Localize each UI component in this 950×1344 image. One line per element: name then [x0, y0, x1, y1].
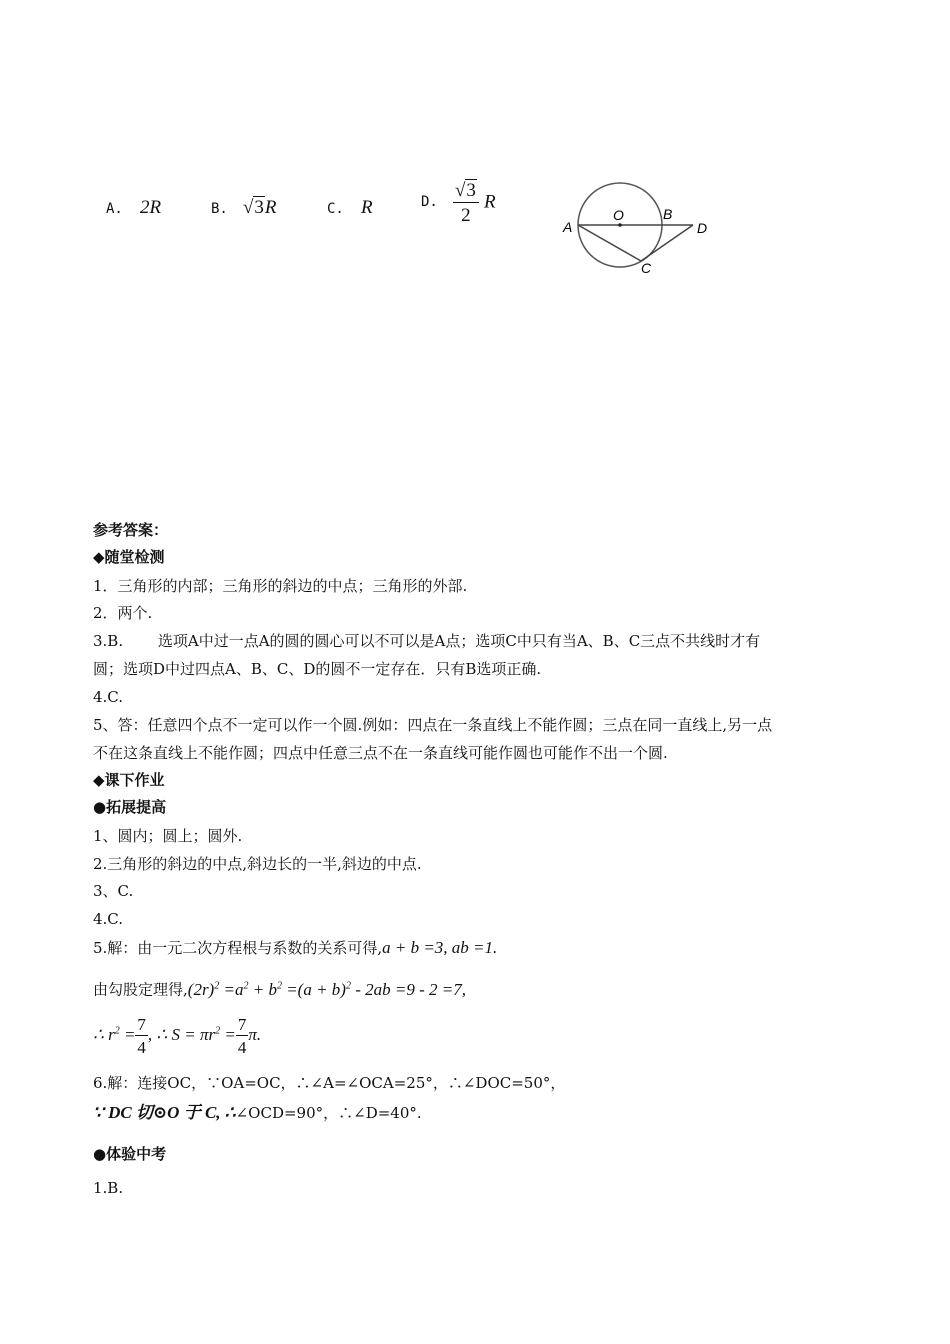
option-a-letter: A. [106, 201, 123, 217]
answer-2-5c-math: ∴ $r^2$ = $\frac{7}{4}$ , ∴ $S = \pi r^2$ = $\frac{7}{4}$ π. [93, 1015, 262, 1057]
answer-2-4: 4.C. [93, 910, 124, 928]
segment-cd [641, 225, 693, 261]
answer-2-1: 1、圆内；圆上；圆外. [93, 827, 243, 845]
label-a: A [563, 219, 573, 235]
option-b-radicand: 3 [254, 197, 264, 218]
answer-2-5a-math: a + b =3, ab =1. [382, 938, 498, 957]
answer-1-5a: 5、答：任意四个点不一定可以作一个圆.例如：四点在一条直线上不能作圆；三点在同一直线上,另一点 [93, 716, 773, 734]
option-d-letter: D. [421, 193, 438, 210]
answer-1-3b: 圆；选项D中过四点A、B、C、D的圆不一定存在．只有B选项正确. [93, 660, 542, 678]
option-d-num: 3 [466, 180, 476, 201]
section-in-class: ◆随堂检测 [93, 548, 165, 566]
circle-figure [555, 172, 725, 282]
answer-1-2: 2．两个. [93, 604, 153, 622]
option-c-value: R [360, 197, 373, 218]
answer-1-3a: 3.B. 选项A中过一点A的圆的圆心可以不可以是A点；选项C中只有当A、B、C三点不共线时才有 [93, 632, 761, 650]
answer-2-5c [93, 1016, 261, 1056]
label-c: C [641, 260, 652, 276]
answer-2-5b [93, 976, 466, 1000]
label-o: O [613, 207, 624, 223]
option-a [106, 197, 161, 219]
section-exam: ●体验中考 [93, 1145, 167, 1163]
option-a-value: 2R [139, 197, 162, 218]
answer-2-5a [93, 938, 497, 958]
answer-2-6b [93, 1103, 422, 1123]
answer-2-5b-math: $(2r)^2 =a^2 + b^2 =(a + b)^2 - 2ab =9 - 2 =7$, [187, 979, 466, 999]
answer-2-6b-text: ∠OCD=90°，∴∠D=40°. [235, 1104, 422, 1122]
label-b: B [663, 206, 673, 222]
answer-2-6b-math: ∵ DC 切⊙O 于 C, ∴ [93, 1103, 236, 1122]
answer-2-5b-text: 由勾股定理得, [93, 980, 188, 999]
option-d [421, 181, 496, 225]
section-extension: ●拓展提高 [93, 798, 167, 816]
answer-2-6a: 6.解：连接OC，∵OA=OC，∴∠A=∠OCA=25°，∴∠DOC=50°， [93, 1074, 566, 1092]
option-c [327, 197, 373, 219]
option-b-letter: B. [211, 201, 228, 217]
section-homework: ◆课下作业 [93, 771, 165, 789]
answers-heading: 参考答案： [93, 521, 169, 539]
answer-2-5a-text: 5.解：由一元二次方程根与系数的关系可得, [93, 939, 383, 957]
center-point [618, 223, 622, 227]
option-b-suffix: R [264, 197, 277, 218]
answer-2-3: 3、C. [93, 882, 134, 900]
option-b [211, 197, 277, 219]
option-b-value: √3R [242, 197, 277, 218]
option-d-suffix: R [483, 191, 496, 213]
answer-3-1: 1.B. [93, 1179, 124, 1197]
answer-1-5b: 不在这条直线上不能作圆；四点中任意三点不在一条直线可能作圆也可能作不出一个圆. [93, 744, 668, 762]
option-c-letter: C. [327, 201, 344, 217]
answer-1-4: 4.C. [93, 688, 124, 706]
answer-1-1: 1．三角形的内部；三角形的斜边的中点；三角形的外部. [93, 577, 468, 595]
label-d: D [697, 220, 708, 236]
segment-ac [578, 225, 641, 261]
answer-2-2: 2.三角形的斜边的中点,斜边长的一半,斜边的中点. [93, 855, 422, 873]
option-d-fraction: $\frac{√3}{2}$ [453, 181, 479, 225]
option-d-den: 2 [461, 205, 471, 226]
